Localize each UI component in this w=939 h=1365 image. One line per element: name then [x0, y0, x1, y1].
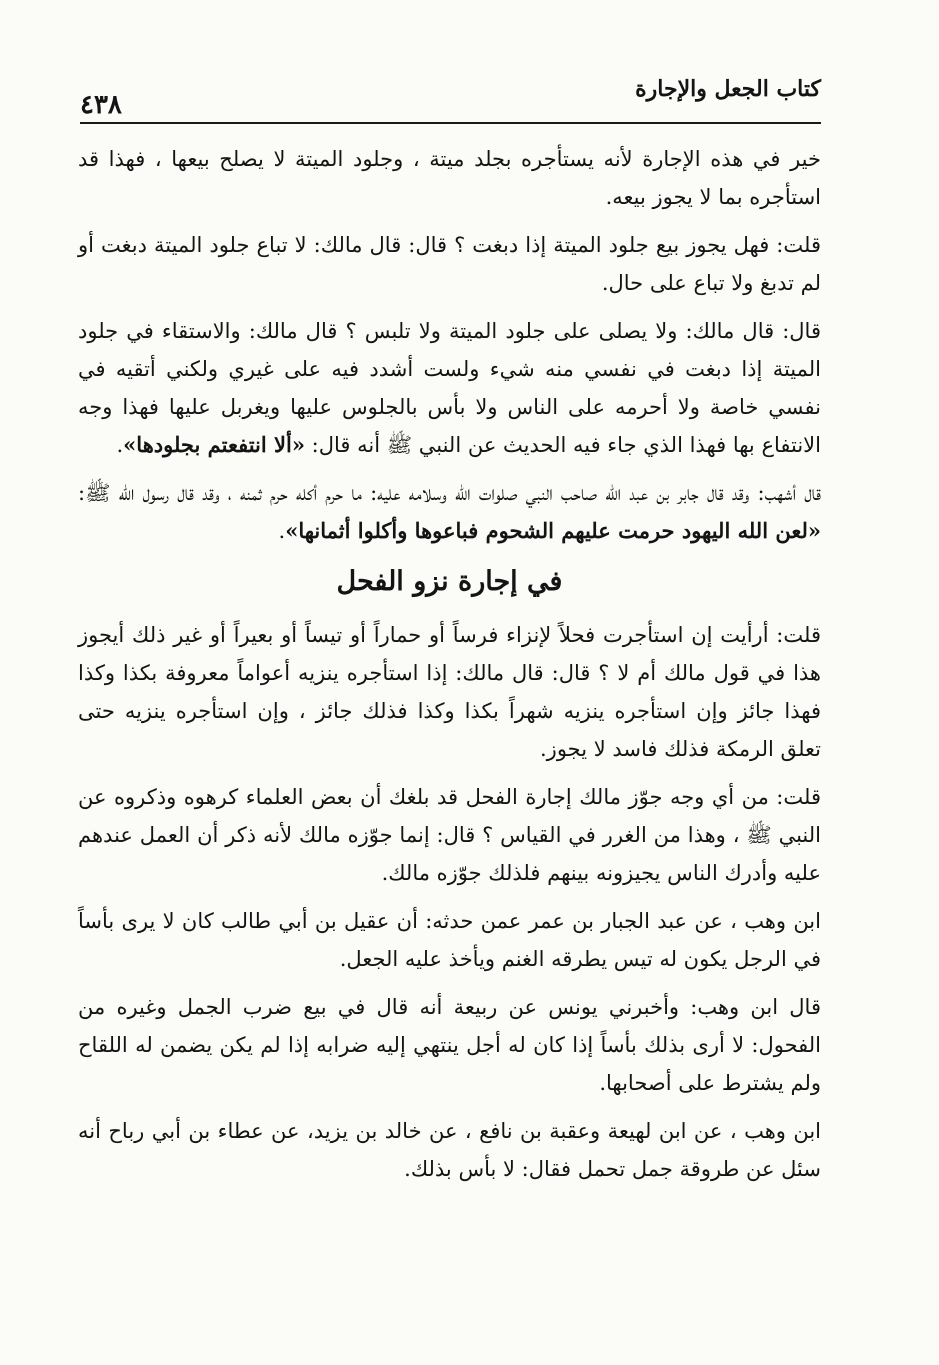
- paragraph-tail: .: [278, 519, 286, 543]
- paragraph-text: قال: قال مالك: ولا يصلى على جلود الميتة ولا تلبس ؟ قال مالك: والاستقاء في جلود الميتة إذا دبغت في نفسي منه شيء ولست أشدد فيه على غيري ولكني أتقيه في نفسي خاصة ولا أحرمه على الناس ولا بأس بالجلوس عليها ويغربل عليها فهذا وجه الانتفاع بها فهذا الذي جاء فيه الحديث عن النبي ﷺ أنه قال:: [78, 319, 821, 457]
- paragraph-text: ابن وهب ، عن ابن لهيعة وعقبة بن نافع ، عن خالد بن يزيد، عن عطاء بن أبي رباح أنه سئل عن طروقة جمل تحمل فقال: لا بأس بذلك.: [78, 1119, 821, 1181]
- paragraph: [78, 140, 821, 216]
- paragraph-text: قلت: فهل يجوز بيع جلود الميتة إذا دبغت ؟ قال: قال مالك: لا تباع جلود الميتة دبغت أو لم تدبغ ولا تباع على حال.: [78, 233, 821, 295]
- page-body: [78, 140, 821, 1198]
- paragraph-tail: .: [116, 433, 124, 457]
- paragraph-text: خير في هذه الإجارة لأنه يستأجره بجلد ميتة ، وجلود الميتة لا يصلح بيعها ، فهذا قد استأجره بما لا يجوز بيعه.: [78, 147, 821, 209]
- paragraph: [78, 474, 821, 550]
- page-number: ٤٣٨: [80, 90, 122, 120]
- paragraph-text: ابن وهب ، عن عبد الجبار بن عمر عمن حدثه: أن عقيل بن أبي طالب كان لا يرى بأساً في الرجل يكون له تيس يطرقه الغنم ويأخذ عليه الجعل.: [78, 909, 821, 971]
- hadith-quote: «لعن الله اليهود حرمت عليهم الشحوم فباعوها وأكلوا أثمانها»: [285, 518, 821, 543]
- paragraph: [78, 312, 821, 464]
- paragraph-text: قال أشهب: وقد قال جابر بن عبد الله صاحب النبي صلوات الله وسلامه عليه: ما حرم أكله حرم ثمنه ، وقد قال رسول الله ﷺ:: [78, 481, 821, 505]
- paragraph: [78, 1112, 821, 1188]
- hadith-quote: «ألا انتفعتم بجلودها»: [123, 432, 305, 457]
- running-header: [80, 70, 821, 124]
- paragraph-text: قال ابن وهب: وأخبرني يونس عن ربيعة أنه قال في بيع ضرب الجمل وغيره من الفحول: لا أرى بذلك بأساً إذا كان له أجل ينتهي إليه ضرابه إذا لم يكن يضمن له اللقاح ولم يشترط على أصحابها.: [78, 995, 821, 1095]
- paragraph: [78, 616, 821, 768]
- book-title: كتاب الجعل والإجارة: [635, 76, 821, 102]
- paragraph-text: قلت: أرأيت إن استأجرت فحلاً لإنزاء فرساً أو حماراً أو تيساً أو بعيراً أو غير ذلك أيجوز هذا في قول مالك أم لا ؟ قال: قال مالك: إذا استأجره ينزيه أعواماً معروفة بكذا وكذا فهذا جائز وإن استأجره ينزيه شهراً بكذا وكذا فذلك جائز ، وإن استأجره ينزيه حتى تعلق الرمكة فذلك فاسد لا يجوز.: [78, 623, 821, 761]
- paragraph: [78, 988, 821, 1102]
- section-heading: في إجارة نزو الفحل: [336, 566, 563, 597]
- paragraph: [78, 226, 821, 302]
- paragraph: [78, 902, 821, 978]
- paragraph-text: قلت: من أي وجه جوّز مالك إجارة الفحل قد بلغك أن بعض العلماء كرهوه وذكروه عن النبي ﷺ ، وهذا من الغرر في القياس ؟ قال: إنما جوّزه مالك لأنه ذكر أن العمل عندهم عليه وأدرك الناس يجيزونه بينهم فلذلك جوّزه مالك.: [78, 785, 821, 885]
- paragraph: [78, 778, 821, 892]
